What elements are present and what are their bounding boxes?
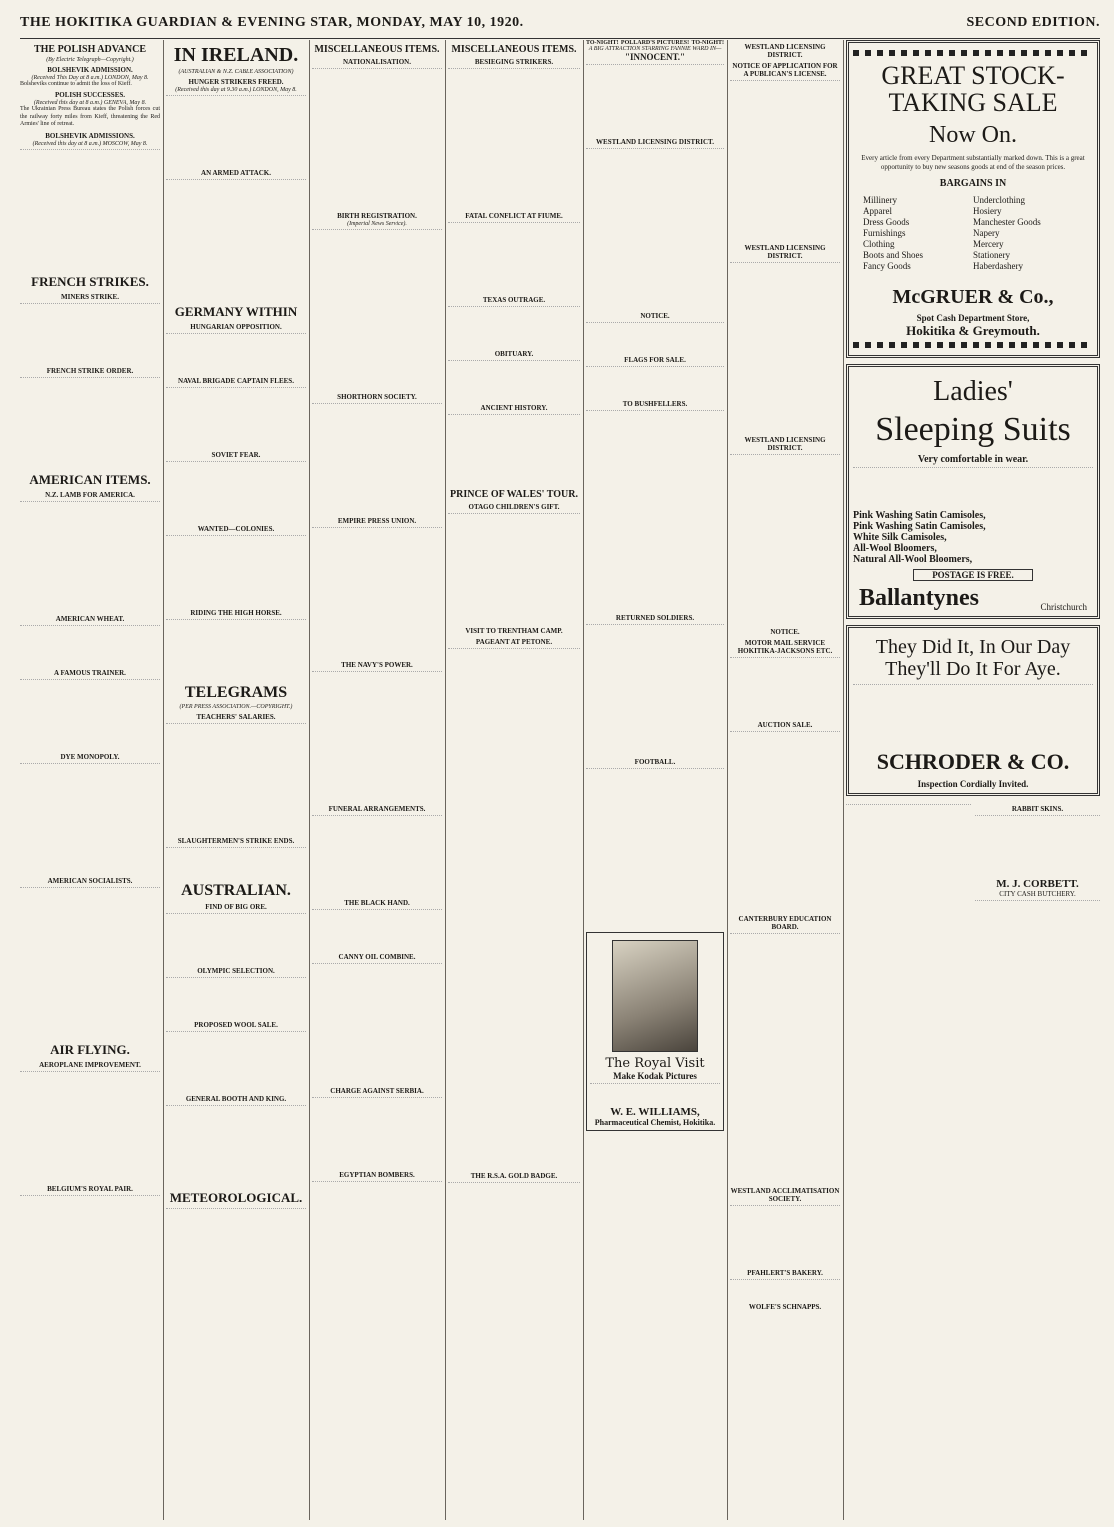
text-block xyxy=(448,360,580,401)
text-block xyxy=(20,887,160,1038)
tonight-label: TO-NIGHT! xyxy=(691,40,724,46)
ad-headline: GREAT STOCK-TAKING SALE xyxy=(881,61,1065,118)
text-block xyxy=(730,454,840,625)
subhead: FUNERAL ARRANGEMENTS. xyxy=(328,805,426,813)
ad-firm-row xyxy=(853,585,1093,612)
column-rule xyxy=(445,40,446,1520)
ad-postage: POSTAGE IS FREE. xyxy=(913,569,1033,581)
text-block xyxy=(975,815,1100,876)
dateline: (Received this day at 8 a.m.) MOSCOW, May 8. xyxy=(32,140,148,147)
subhead: TEACHERS' SALARIES. xyxy=(196,713,276,721)
headline-germany: GERMANY WITHIN xyxy=(174,304,298,319)
subhead: MOTOR MAIL SERVICE HOKITIKA-JACKSONS ETC. xyxy=(737,639,833,655)
text-block xyxy=(448,222,580,293)
text-block xyxy=(312,671,442,802)
text-block xyxy=(166,535,306,606)
text-block xyxy=(20,303,160,364)
ad-firm-desc: Spot Cash Department Store, xyxy=(916,312,1030,323)
schroder-ad xyxy=(846,625,1100,796)
headline-prince-tour: PRINCE OF WALES' TOUR. xyxy=(450,489,578,500)
column-rule xyxy=(163,40,164,1520)
newspaper-title: THE HOKITIKA GUARDIAN & EVENING STAR, MONDAY, MAY 10, 1920. xyxy=(20,15,524,30)
camera-illustration xyxy=(612,940,698,1052)
text-block xyxy=(20,1071,160,1182)
subhead: OBITUARY. xyxy=(494,350,534,358)
subhead: THE NAVY'S POWER. xyxy=(341,661,413,669)
bargain-right xyxy=(973,195,1083,272)
dateline: (Received This Day at 8 a.m.) LONDON, May 8. xyxy=(31,75,149,81)
subhead: WESTLAND ACCLIMATISATION SOCIETY. xyxy=(730,1187,840,1203)
headline-polish-advance: THE POLISH ADVANCE xyxy=(33,44,147,55)
dateline: (Received this day at 8 a.m.) GENEVA, May 8. xyxy=(33,100,147,107)
text-block xyxy=(448,68,580,209)
subhead: SLAUGHTERMEN'S STRIKE ENDS. xyxy=(177,837,295,845)
article-text: The Ukrainian Press Bureau states the Polish forces cut the railway forty miles from Kieff, threatening the Red Armies' line of retreat. xyxy=(20,106,160,128)
text-block xyxy=(166,619,306,680)
text-block xyxy=(166,977,306,1018)
ad-inspection: Inspection Cordially Invited. xyxy=(917,778,1029,789)
ad-sub: CITY CASH BUTCHERY. xyxy=(999,889,1076,898)
subhead: FLAGS FOR SALE. xyxy=(624,356,686,364)
subhead: N.Z. LAMB FOR AMERICA. xyxy=(45,490,135,499)
column-1 xyxy=(20,40,160,1520)
text-block xyxy=(166,95,306,166)
column-3 xyxy=(312,40,442,1520)
headline-misc-items-2: MISCELLANEOUS ITEMS. xyxy=(451,44,577,55)
ad-subtitle: Make Kodak Pictures xyxy=(613,1071,697,1081)
bargain-item: Clothing xyxy=(863,238,895,249)
subhead: THE BLACK HAND. xyxy=(344,899,410,907)
ad-bargains: BARGAINS IN xyxy=(939,177,1007,189)
subhead: A FAMOUS TRAINER. xyxy=(54,668,126,677)
text-block xyxy=(586,322,724,353)
ad-line: Natural All-Wool Bloomers, xyxy=(853,553,973,565)
column-7-ads xyxy=(846,40,1100,1520)
subhead: AEROPLANE IMPROVEMENT. xyxy=(39,1060,141,1069)
subhead: RETURNED SOLDIERS. xyxy=(615,614,695,622)
bargain-item: Fancy Goods xyxy=(863,260,911,271)
ad-firm: W. E. WILLIAMS, xyxy=(610,1106,700,1118)
text-block xyxy=(730,262,840,433)
text-block xyxy=(312,229,442,390)
subhead: OTAGO CHILDREN'S GIFT. xyxy=(468,503,560,511)
subhead: HUNGER STRIKERS FREED. xyxy=(188,78,284,86)
bargain-item: Hosiery xyxy=(973,205,1002,216)
ad-title: The Royal Visit xyxy=(605,1056,705,1071)
text-block xyxy=(166,1031,306,1092)
subhead: NOTICE OF APPLICATION FOR A PUBLICAN'S LICENSE. xyxy=(732,62,838,78)
subhead: AMERICAN SOCIALISTS. xyxy=(47,876,133,885)
text-block xyxy=(730,933,840,1184)
headline-american-items: AMERICAN ITEMS. xyxy=(29,471,151,487)
byline: (By Electric Telegraph—Copyright.) xyxy=(46,57,134,63)
text-block xyxy=(448,414,580,485)
text-block xyxy=(853,684,1093,745)
subhead: EMPIRE PRESS UNION. xyxy=(337,517,417,525)
byline: (AUSTRALIAN & N.Z. CABLE ASSOCIATION) xyxy=(178,69,294,75)
text-block xyxy=(20,501,160,612)
text-block xyxy=(312,403,442,514)
text-block xyxy=(312,815,442,896)
text-block xyxy=(448,513,580,624)
text-block xyxy=(312,1097,442,1168)
text-block xyxy=(20,679,160,750)
text-block xyxy=(166,333,306,374)
subhead: FATAL CONFLICT AT FIUME. xyxy=(465,212,563,220)
byline: (Imperial News Service). xyxy=(347,221,407,227)
subhead: TO BUSHFELLERS. xyxy=(622,400,688,408)
ad-line: Pink Washing Satin Camisoles, xyxy=(853,509,986,521)
subhead: PROPOSED WOOL SALE. xyxy=(194,1021,278,1029)
text-block xyxy=(448,648,580,1169)
text-block xyxy=(730,80,840,241)
headline-misc-items: MISCELLANEOUS ITEMS. xyxy=(314,44,440,55)
subhead: FIND OF BIG ORE. xyxy=(205,903,267,911)
text-block xyxy=(166,461,306,522)
text-block xyxy=(730,1279,840,1300)
bargain-list xyxy=(853,195,1093,272)
text-block xyxy=(20,625,160,666)
subhead: BIRTH REGISTRATION. xyxy=(337,212,417,220)
text-block xyxy=(20,149,160,270)
subhead: AMERICAN WHEAT. xyxy=(55,614,125,623)
text-block xyxy=(586,64,724,135)
text-block xyxy=(166,387,306,448)
bargain-item: Furnishings xyxy=(863,227,906,238)
text-block xyxy=(586,366,724,397)
column-rule xyxy=(309,40,310,1520)
ad-firm-desc: Pharmaceutical Chemist, Hokitika. xyxy=(594,1118,716,1127)
text-block xyxy=(590,1083,720,1104)
edition-label: SECOND EDITION. xyxy=(966,15,1100,30)
kodak-ad xyxy=(586,932,724,1131)
ad-line: Pink Washing Satin Camisoles, xyxy=(853,520,986,532)
text-block xyxy=(586,148,724,309)
column-rule xyxy=(727,40,728,1520)
text-block xyxy=(166,1105,306,1186)
ad-city: Christchurch xyxy=(1040,601,1087,612)
text-block xyxy=(586,410,724,611)
text-block xyxy=(730,657,840,718)
text-block xyxy=(20,377,160,468)
text-block xyxy=(166,179,306,300)
subhead: MINERS STRIKE. xyxy=(61,292,119,301)
ad-firm-city: Hokitika & Greymouth. xyxy=(906,322,1040,338)
text-block xyxy=(853,467,1093,508)
subhead: FOOTBALL. xyxy=(634,758,676,766)
text-block xyxy=(448,306,580,347)
right-ads xyxy=(975,802,1100,1007)
column-rule xyxy=(583,40,584,1520)
text-block xyxy=(312,1181,442,1262)
subhead: TEXAS OUTRAGE. xyxy=(482,296,546,304)
subhead: WESTLAND LICENSING DISTRICT. xyxy=(744,436,826,452)
ad-line: White Silk Camisoles, xyxy=(853,531,947,543)
ad-line: All-Wool Bloomers, xyxy=(853,542,937,554)
column-5 xyxy=(586,40,724,1520)
subhead: SHORTHORN SOCIETY. xyxy=(337,393,417,401)
bargain-item: Mercery xyxy=(973,238,1004,249)
text-block xyxy=(586,768,724,929)
headline-australian: AUSTRALIAN. xyxy=(181,882,291,899)
subhead: AUCTION SALE. xyxy=(757,721,813,729)
show-title: "INNOCENT." xyxy=(624,52,686,62)
ad-ladies: Ladies' xyxy=(933,375,1013,407)
decorative-border xyxy=(853,342,1093,348)
subhead: SOVIET FEAR. xyxy=(211,451,261,459)
headline-air-flying: AIR FLYING. xyxy=(50,1041,130,1057)
ad-sub: Very comfortable in wear. xyxy=(917,453,1029,465)
ad-text: Every article from every Department substantially marked down. This is a great opportunity to buy new seasons goods at end of the season prices. xyxy=(861,153,1085,171)
subhead: HUNGARIAN OPPOSITION. xyxy=(190,323,282,331)
bargain-left xyxy=(863,195,973,272)
text-block xyxy=(846,804,971,1005)
text-block xyxy=(730,731,840,912)
headline-telegrams: TELEGRAMS xyxy=(184,684,288,701)
text-block xyxy=(730,1205,840,1266)
subhead: NOTICE. xyxy=(640,312,670,320)
text-block xyxy=(312,963,442,1084)
decorative-border xyxy=(853,50,1093,56)
subhead: AN ARMED ATTACK. xyxy=(201,169,271,177)
byline: (PER PRESS ASSOCIATION.—COPYRIGHT.) xyxy=(179,704,293,710)
newspaper-page xyxy=(20,40,1100,1520)
text-block xyxy=(312,909,442,950)
mcgruer-ad xyxy=(846,40,1100,358)
subhead: WANTED—COLONIES. xyxy=(197,525,275,533)
ad-firm: SCHRODER & CO. xyxy=(876,748,1070,774)
column-2 xyxy=(166,40,306,1520)
tonight-label: TO-NIGHT! xyxy=(586,40,619,46)
headline-in-ireland: IN IRELAND. xyxy=(173,44,299,66)
subhead: WOLFE'S SCHNAPPS. xyxy=(748,1303,822,1311)
pollards-label: POLLARD'S PICTURES! xyxy=(620,40,690,46)
bargain-item: Apparel xyxy=(863,205,892,216)
masthead xyxy=(20,8,1100,39)
text-block xyxy=(166,913,306,964)
headline-french-strikes: FRENCH STRIKES. xyxy=(31,273,149,289)
subhead: WESTLAND LICENSING DISTRICT. xyxy=(744,43,826,59)
headline-meteorological: METEOROLOGICAL. xyxy=(169,1190,303,1205)
subhead: OLYMPIC SELECTION. xyxy=(197,967,275,975)
text-block xyxy=(20,763,160,874)
subhead: BELGIUM'S ROYAL PAIR. xyxy=(47,1184,133,1193)
ad-firm: M. J. CORBETT. xyxy=(996,877,1079,890)
dateline: (Received this day at 9.30 a.m.) LONDON, May 8. xyxy=(175,87,297,93)
bargain-item: Haberdashery xyxy=(973,260,1023,271)
subhead: PFAHLERT'S BAKERY. xyxy=(747,1269,823,1277)
bottom-ads xyxy=(846,802,1100,1007)
left-ads xyxy=(846,802,971,1007)
subhead: BESIEGING STRIKERS. xyxy=(474,58,554,66)
subhead: NAVAL BRIGADE CAPTAIN FLEES. xyxy=(178,377,294,385)
subhead: CANTERBURY EDUCATION BOARD. xyxy=(738,915,832,931)
ad-now-on: Now On. xyxy=(929,121,1017,148)
ad-firm: Ballantynes xyxy=(859,584,980,611)
text-block xyxy=(166,847,306,878)
bargain-item: Napery xyxy=(973,227,1000,238)
subhead: WESTLAND LICENSING DISTRICT. xyxy=(744,244,826,260)
subhead: CHARGE AGAINST SERBIA. xyxy=(330,1087,424,1095)
bargain-item: Dress Goods xyxy=(863,216,910,227)
subhead: EGYPTIAN BOMBERS. xyxy=(339,1171,415,1179)
subhead: BOLSHEVIK ADMISSIONS. xyxy=(45,131,135,140)
bargain-item: Manchester Goods xyxy=(973,216,1041,227)
ad-sleeping-suits: Sleeping Suits xyxy=(875,411,1071,449)
bargain-item: Boots and Shoes xyxy=(863,249,924,260)
subhead: PAGEANT AT PETONE. xyxy=(475,638,553,646)
column-4 xyxy=(448,40,580,1520)
text-block xyxy=(312,68,442,209)
subhead: RIDING THE HIGH HORSE. xyxy=(190,609,282,617)
text-block xyxy=(586,624,724,755)
text-block xyxy=(975,900,1100,981)
text-block xyxy=(166,1208,306,1249)
ad-firm: McGRUER & Co., xyxy=(892,285,1054,308)
column-6 xyxy=(730,40,840,1520)
subhead: BOLSHEVIK ADMISSION. xyxy=(47,66,133,74)
subhead: POLISH SUCCESSES. xyxy=(54,91,126,100)
subhead: GENERAL BOOTH AND KING. xyxy=(185,1095,287,1103)
text-block xyxy=(448,1182,580,1243)
column-rule xyxy=(843,40,844,1520)
show-line: A BIG ATTRACTION STARRING FANNIE WARD IN— xyxy=(588,46,722,52)
subhead: VISIT TO TRENTHAM CAMP. xyxy=(465,627,563,635)
bargain-item: Millinery xyxy=(863,194,897,205)
text-block xyxy=(20,1195,160,1336)
subhead: FRENCH STRIKE ORDER. xyxy=(46,366,134,375)
subhead: CANNY OIL COMBINE. xyxy=(338,953,416,961)
text-block xyxy=(166,723,306,834)
bargain-item: Underclothing xyxy=(973,194,1025,205)
subhead: RABBIT SKINS. xyxy=(1011,804,1064,813)
text-block xyxy=(312,527,442,658)
subhead: ANCIENT HISTORY. xyxy=(480,404,548,412)
bargain-item: Stationery xyxy=(973,249,1010,260)
subhead: NATIONALISATION. xyxy=(342,58,411,66)
subhead: NOTICE. xyxy=(770,628,800,636)
ballantynes-ad xyxy=(846,364,1100,619)
subhead: WESTLAND LICENSING DISTRICT. xyxy=(596,138,714,146)
subhead: DYE MONOPOLY. xyxy=(60,752,120,761)
article-text: Bolsheviks continue to admit the loss of Kieff. xyxy=(20,81,132,87)
subhead: THE R.S.A. GOLD BADGE. xyxy=(470,1172,558,1180)
ad-headline: They Did It, In Our Day They'll Do It For Aye. xyxy=(875,635,1071,680)
